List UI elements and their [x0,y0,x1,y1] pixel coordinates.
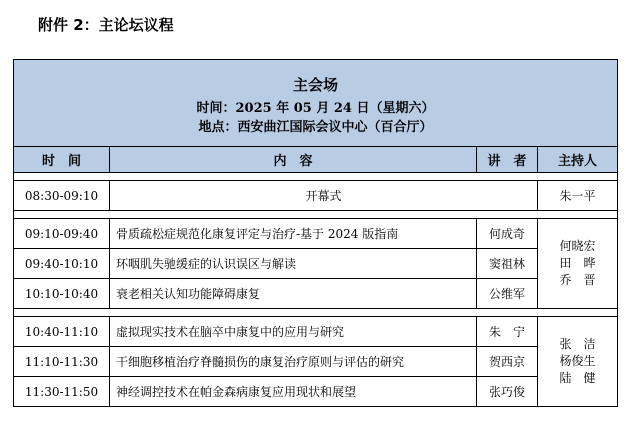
table-row [14,279,618,309]
session-time: 09:10-09:40 [14,219,110,249]
session-content: 开幕式 [110,181,538,211]
session-speaker: 朱 宁 [477,317,538,347]
attachment-title: 附件 2：主论坛议程 [38,16,174,34]
session-speaker: 公维军 [477,279,538,309]
column-header-host: 主持人 [538,147,618,173]
session-time: 11:30-11:50 [14,377,110,407]
host-name: 乔 晋 [559,273,596,287]
table-row [14,181,618,211]
session-speaker: 贺西京 [477,347,538,377]
session-content: 干细胞移植治疗脊髓损伤的康复治疗原则与评估的研究 [110,347,477,377]
session-content: 衰老相关认知功能障碍康复 [110,279,477,309]
session-speaker: 张巧俊 [477,377,538,407]
table-row [14,377,618,407]
table-row [14,219,618,249]
venue-time: 时间：2025 年 05 月 24 日（星期六） [196,101,435,116]
column-header-time: 时 间 [14,147,110,173]
host-group-1 [538,219,618,309]
venue-place: 地点：西安曲江国际会议中心（百合厅） [198,120,433,135]
table-row [14,317,618,347]
table-row [14,347,618,377]
session-time: 10:40-11:10 [14,317,110,347]
venue-title: 主会场 [292,76,338,94]
session-host: 朱一平 [538,181,618,211]
session-time: 08:30-09:10 [14,181,110,211]
session-content: 骨质疏松症规范化康复评定与治疗-基于 2024 版指南 [110,219,477,249]
host-name: 杨俊生 [559,354,596,368]
spacer-row [14,211,618,219]
session-content: 神经调控技术在帕金森病康复应用现状和展望 [110,377,477,407]
session-content: 环咽肌失驰缓症的认识误区与解读 [110,249,477,279]
table-row [14,249,618,279]
host-name: 张 洁 [559,337,596,351]
session-time: 09:40-10:10 [14,249,110,279]
session-speaker: 窦祖林 [477,249,538,279]
host-name: 何晓宏 [559,239,596,253]
session-speaker: 何成奇 [477,219,538,249]
session-time: 10:10-10:40 [14,279,110,309]
agenda-table [13,59,618,407]
spacer-row [14,309,618,317]
host-group-2 [538,317,618,407]
session-time: 11:10-11:30 [14,347,110,377]
column-header-content: 内 容 [110,147,477,173]
spacer-row [14,173,618,181]
venue-header [14,60,618,147]
session-content: 虚拟现实技术在脑卒中康复中的应用与研究 [110,317,477,347]
column-header-speaker: 讲 者 [477,147,538,173]
host-name: 田 晔 [559,256,596,270]
host-name: 陆 健 [559,371,596,385]
